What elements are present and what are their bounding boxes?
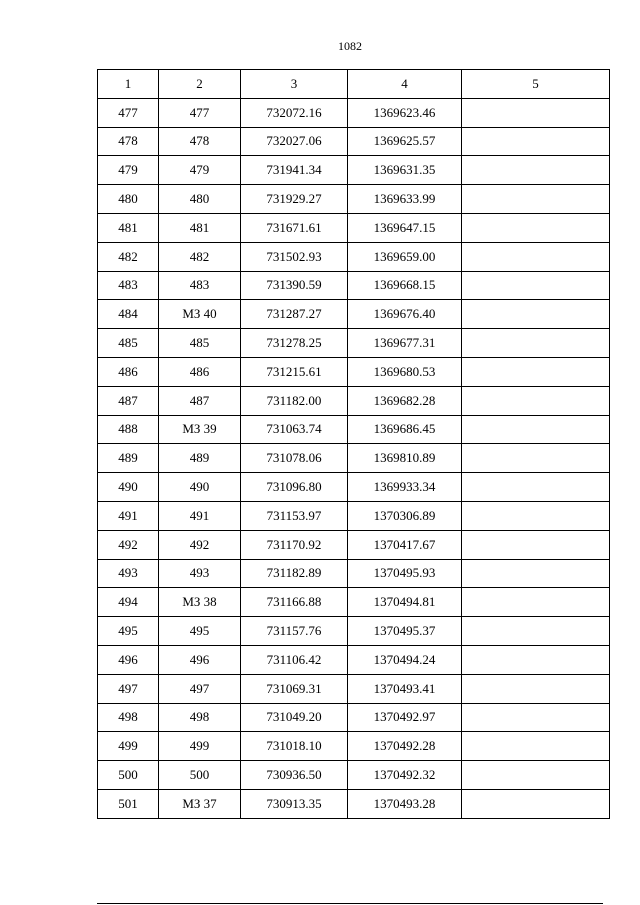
table-cell-col-1: 488: [98, 415, 159, 444]
table-cell-col-2: МЗ 38: [159, 588, 241, 617]
table-cell-col-5: [462, 444, 610, 473]
table-cell-col-1: 480: [98, 185, 159, 214]
table-cell-col-3: 731671.61: [241, 213, 348, 242]
table-cell-col-5: [462, 501, 610, 530]
table-cell-col-1: 478: [98, 127, 159, 156]
table-cell-col-5: [462, 530, 610, 559]
table-row: [98, 501, 610, 530]
table-cell-col-1: 492: [98, 530, 159, 559]
table-body: [98, 98, 610, 818]
table-header: [98, 70, 610, 99]
table-cell-col-1: 500: [98, 761, 159, 790]
table-cell-col-3: 731287.27: [241, 300, 348, 329]
table-cell-col-2: 478: [159, 127, 241, 156]
table-cell-col-1: 484: [98, 300, 159, 329]
table-cell-col-2: МЗ 37: [159, 789, 241, 818]
table-cell-col-3: 731049.20: [241, 703, 348, 732]
table-row: [98, 213, 610, 242]
table-cell-col-4: 1370492.32: [348, 761, 462, 790]
table-row: [98, 242, 610, 271]
table-cell-col-4: 1369680.53: [348, 357, 462, 386]
table-cell-col-3: 731106.42: [241, 645, 348, 674]
table-cell-col-4: 1370495.37: [348, 617, 462, 646]
table-cell-col-3: 731153.97: [241, 501, 348, 530]
table-row: [98, 444, 610, 473]
table-cell-col-5: [462, 329, 610, 358]
table-cell-col-4: 1369677.31: [348, 329, 462, 358]
table-cell-col-2: 491: [159, 501, 241, 530]
table-row: [98, 127, 610, 156]
table-cell-col-5: [462, 127, 610, 156]
table-cell-col-5: [462, 559, 610, 588]
table-cell-col-5: [462, 156, 610, 185]
table-row: [98, 156, 610, 185]
table-cell-col-3: 731157.76: [241, 617, 348, 646]
header-cell-2: 2: [159, 70, 241, 99]
table-cell-col-1: 493: [98, 559, 159, 588]
table-cell-col-2: 497: [159, 674, 241, 703]
table-cell-col-5: [462, 703, 610, 732]
table-cell-col-5: [462, 789, 610, 818]
table-row: [98, 98, 610, 127]
table-cell-col-3: 731096.80: [241, 473, 348, 502]
table-cell-col-2: 492: [159, 530, 241, 559]
table-cell-col-4: 1370492.28: [348, 732, 462, 761]
table-cell-col-3: 731018.10: [241, 732, 348, 761]
table-cell-col-2: 483: [159, 271, 241, 300]
table-cell-col-4: 1369633.99: [348, 185, 462, 214]
table-cell-col-5: [462, 674, 610, 703]
table-cell-col-5: [462, 761, 610, 790]
table-cell-col-2: МЗ 39: [159, 415, 241, 444]
table-cell-col-3: 731215.61: [241, 357, 348, 386]
header-cell-4: 4: [348, 70, 462, 99]
table-cell-col-1: 501: [98, 789, 159, 818]
table-cell-col-2: 479: [159, 156, 241, 185]
table-cell-col-5: [462, 386, 610, 415]
table-cell-col-2: 500: [159, 761, 241, 790]
table-cell-col-1: 494: [98, 588, 159, 617]
table-cell-col-3: 731941.34: [241, 156, 348, 185]
table-cell-col-1: 491: [98, 501, 159, 530]
table-cell-col-1: 495: [98, 617, 159, 646]
table-cell-col-3: 731390.59: [241, 271, 348, 300]
table-cell-col-4: 1369668.15: [348, 271, 462, 300]
table-row: [98, 271, 610, 300]
table-cell-col-2: 487: [159, 386, 241, 415]
table-cell-col-5: [462, 617, 610, 646]
table-row: [98, 674, 610, 703]
table-cell-col-4: 1370492.97: [348, 703, 462, 732]
table-cell-col-4: 1370494.24: [348, 645, 462, 674]
table-cell-col-4: 1369933.34: [348, 473, 462, 502]
table-cell-col-4: 1369676.40: [348, 300, 462, 329]
table-cell-col-3: 731078.06: [241, 444, 348, 473]
header-cell-5: 5: [462, 70, 610, 99]
table-cell-col-2: 490: [159, 473, 241, 502]
table-cell-col-5: [462, 300, 610, 329]
table-cell-col-1: 498: [98, 703, 159, 732]
header-row: [98, 70, 610, 99]
table-cell-col-3: 731063.74: [241, 415, 348, 444]
table-cell-col-4: 1369623.46: [348, 98, 462, 127]
table-cell-col-1: 490: [98, 473, 159, 502]
table-cell-col-4: 1369686.45: [348, 415, 462, 444]
table-cell-col-5: [462, 415, 610, 444]
table-cell-col-3: 731182.00: [241, 386, 348, 415]
table-cell-col-4: 1370493.41: [348, 674, 462, 703]
table-row: [98, 789, 610, 818]
table-cell-col-3: 730936.50: [241, 761, 348, 790]
table-row: [98, 617, 610, 646]
table-cell-col-2: 495: [159, 617, 241, 646]
table-cell-col-2: 481: [159, 213, 241, 242]
table-cell-col-2: 499: [159, 732, 241, 761]
table-row: [98, 530, 610, 559]
table-cell-col-4: 1370306.89: [348, 501, 462, 530]
table-cell-col-1: 481: [98, 213, 159, 242]
table-cell-col-5: [462, 213, 610, 242]
table-cell-col-4: 1370495.93: [348, 559, 462, 588]
table-cell-col-2: 489: [159, 444, 241, 473]
table-cell-col-2: МЗ 40: [159, 300, 241, 329]
table-cell-col-3: 731182.89: [241, 559, 348, 588]
table-cell-col-5: [462, 271, 610, 300]
table-cell-col-1: 485: [98, 329, 159, 358]
table-row: [98, 357, 610, 386]
table-cell-col-3: 730913.35: [241, 789, 348, 818]
header-cell-3: 3: [241, 70, 348, 99]
table-row: [98, 386, 610, 415]
table-cell-col-4: 1369810.89: [348, 444, 462, 473]
table-cell-col-3: 731166.88: [241, 588, 348, 617]
table-cell-col-1: 489: [98, 444, 159, 473]
table-cell-col-5: [462, 185, 610, 214]
table-cell-col-5: [462, 732, 610, 761]
table-row: [98, 732, 610, 761]
table-cell-col-3: 731278.25: [241, 329, 348, 358]
footer-rule: [97, 903, 603, 904]
table-cell-col-2: 496: [159, 645, 241, 674]
table-cell-col-5: [462, 357, 610, 386]
table-cell-col-1: 499: [98, 732, 159, 761]
table-cell-col-5: [462, 645, 610, 674]
table-cell-col-3: 731170.92: [241, 530, 348, 559]
table-cell-col-5: [462, 98, 610, 127]
table-cell-col-3: 731929.27: [241, 185, 348, 214]
table-cell-col-3: 731502.93: [241, 242, 348, 271]
coordinates-table: [97, 69, 610, 819]
table-row: [98, 415, 610, 444]
table-cell-col-1: 482: [98, 242, 159, 271]
table-cell-col-4: 1369631.35: [348, 156, 462, 185]
table-cell-col-5: [462, 588, 610, 617]
table-cell-col-2: 477: [159, 98, 241, 127]
table-cell-col-4: 1370493.28: [348, 789, 462, 818]
table-cell-col-2: 480: [159, 185, 241, 214]
table-cell-col-4: 1369647.15: [348, 213, 462, 242]
table-cell-col-4: 1370417.67: [348, 530, 462, 559]
table-cell-col-1: 487: [98, 386, 159, 415]
table-row: [98, 300, 610, 329]
table-cell-col-3: 732027.06: [241, 127, 348, 156]
table-cell-col-4: 1370494.81: [348, 588, 462, 617]
table-row: [98, 185, 610, 214]
table-row: [98, 645, 610, 674]
header-cell-1: 1: [98, 70, 159, 99]
table-cell-col-3: 732072.16: [241, 98, 348, 127]
table-cell-col-2: 485: [159, 329, 241, 358]
table-cell-col-3: 731069.31: [241, 674, 348, 703]
table-row: [98, 329, 610, 358]
table-cell-col-2: 482: [159, 242, 241, 271]
table-cell-col-1: 477: [98, 98, 159, 127]
table-row: [98, 559, 610, 588]
table-cell-col-5: [462, 242, 610, 271]
table-row: [98, 588, 610, 617]
table-cell-col-2: 498: [159, 703, 241, 732]
table-cell-col-5: [462, 473, 610, 502]
table-cell-col-4: 1369625.57: [348, 127, 462, 156]
page-number: 1082: [338, 39, 362, 53]
table-cell-col-1: 486: [98, 357, 159, 386]
table-row: [98, 473, 610, 502]
table-row: [98, 703, 610, 732]
table-cell-col-2: 486: [159, 357, 241, 386]
table-cell-col-1: 496: [98, 645, 159, 674]
table-cell-col-1: 483: [98, 271, 159, 300]
table-cell-col-4: 1369682.28: [348, 386, 462, 415]
table-row: [98, 761, 610, 790]
table-cell-col-1: 479: [98, 156, 159, 185]
table-cell-col-2: 493: [159, 559, 241, 588]
table-cell-col-4: 1369659.00: [348, 242, 462, 271]
table-cell-col-1: 497: [98, 674, 159, 703]
